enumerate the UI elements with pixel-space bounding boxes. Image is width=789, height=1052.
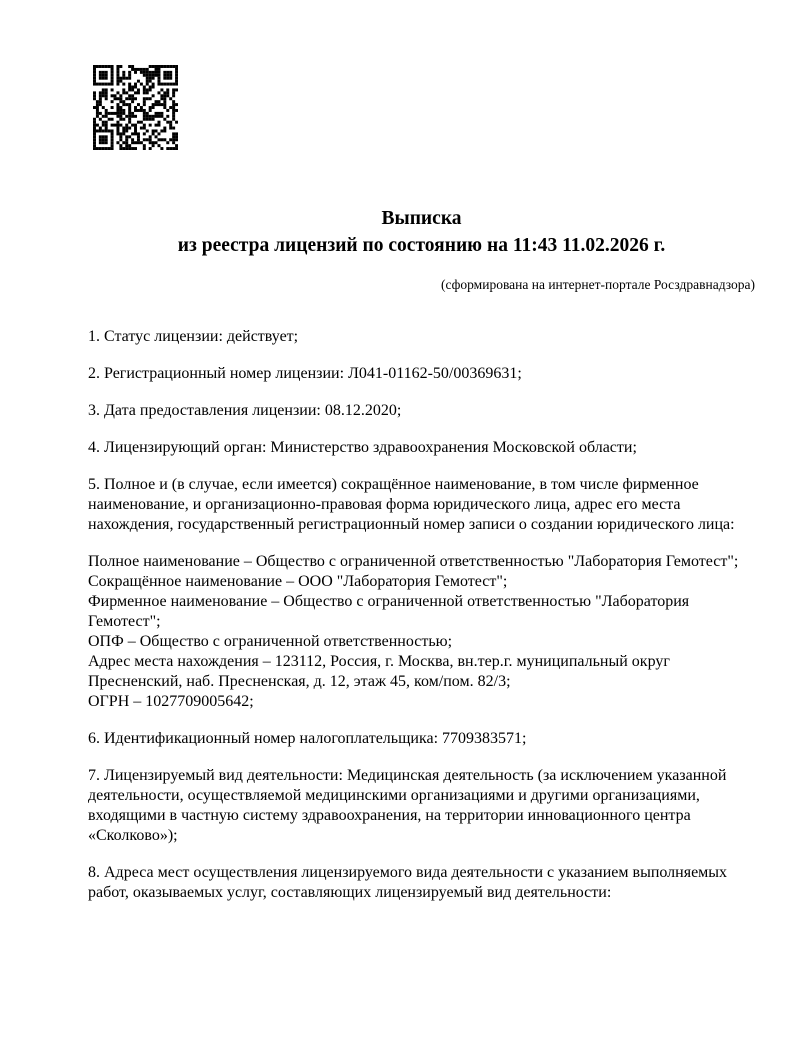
item-5-name-and-address-heading: 5. Полное и (в случае, если имеется) сокращённое наименование, в том числе фирменное наименование, и организационно-правовая форма юридического лица, адрес его места нахождения, государственный регистрационный номер записи о создании юридического лица: [88,476,735,533]
item-6-taxpayer-number: 6. Идентификационный номер налогоплательщика: 7709383571; [88,730,527,747]
item-8-activity-addresses-heading: 8. Адреса мест осуществления лицензируемого вида деятельности с указанием выполняемых работ, оказываемых услуг, составляющих лицензируемый вид деятельности: [88,864,728,901]
item-2-registration-number: 2. Регистрационный номер лицензии: Л041-01162-50/00369631; [88,365,522,382]
org-short-name: Сокращённое наименование – ООО "Лаборатория Гемотест"; [88,573,508,590]
item-4-licensing-authority: 4. Лицензирующий орган: Министерство здравоохранения Московской области; [88,439,637,456]
document-note: (сформирована на интернет-портале Росздравнадзора) [440,277,755,292]
title-line-1: Выписка [381,208,462,229]
org-legal-form: ОПФ – Общество с ограниченной ответственностью; [88,633,453,650]
title-line-2: из реестра лицензий по состоянию на 11:43 11.02.2026 г. [177,235,666,256]
document-title [88,0,755,259]
document-body [88,327,755,903]
org-full-name: Полное наименование – Общество с ограниченной ответственностью "Лаборатория Гемотест"; [88,553,739,570]
document-content [88,0,755,920]
item-3-grant-date: 3. Дата предоставления лицензии: 08.12.2020; [88,402,402,419]
organization-details [88,552,755,712]
item-7-licensed-activity: 7. Лицензируемый вид деятельности: Медицинская деятельность (за исключением указанной деятельности, осуществляемой медицинскими организациями и другими организациями, входящими в частную систему здравоохранения, на территории инновационного центра «Сколково»); [88,767,727,844]
org-address: Адрес места нахождения – 123112, Россия, г. Москва, вн.тер.г. муниципальный округ Пресненский, наб. Пресненская, д. 12, этаж 45, ком/пом. 82/3; [88,653,670,690]
item-1-license-status: 1. Статус лицензии: действует; [88,328,299,345]
org-ogrn: ОГРН – 1027709005642; [88,693,254,710]
org-brand-name: Фирменное наименование – Общество с ограниченной ответственностью "Лаборатория Гемотест"; [88,593,690,630]
